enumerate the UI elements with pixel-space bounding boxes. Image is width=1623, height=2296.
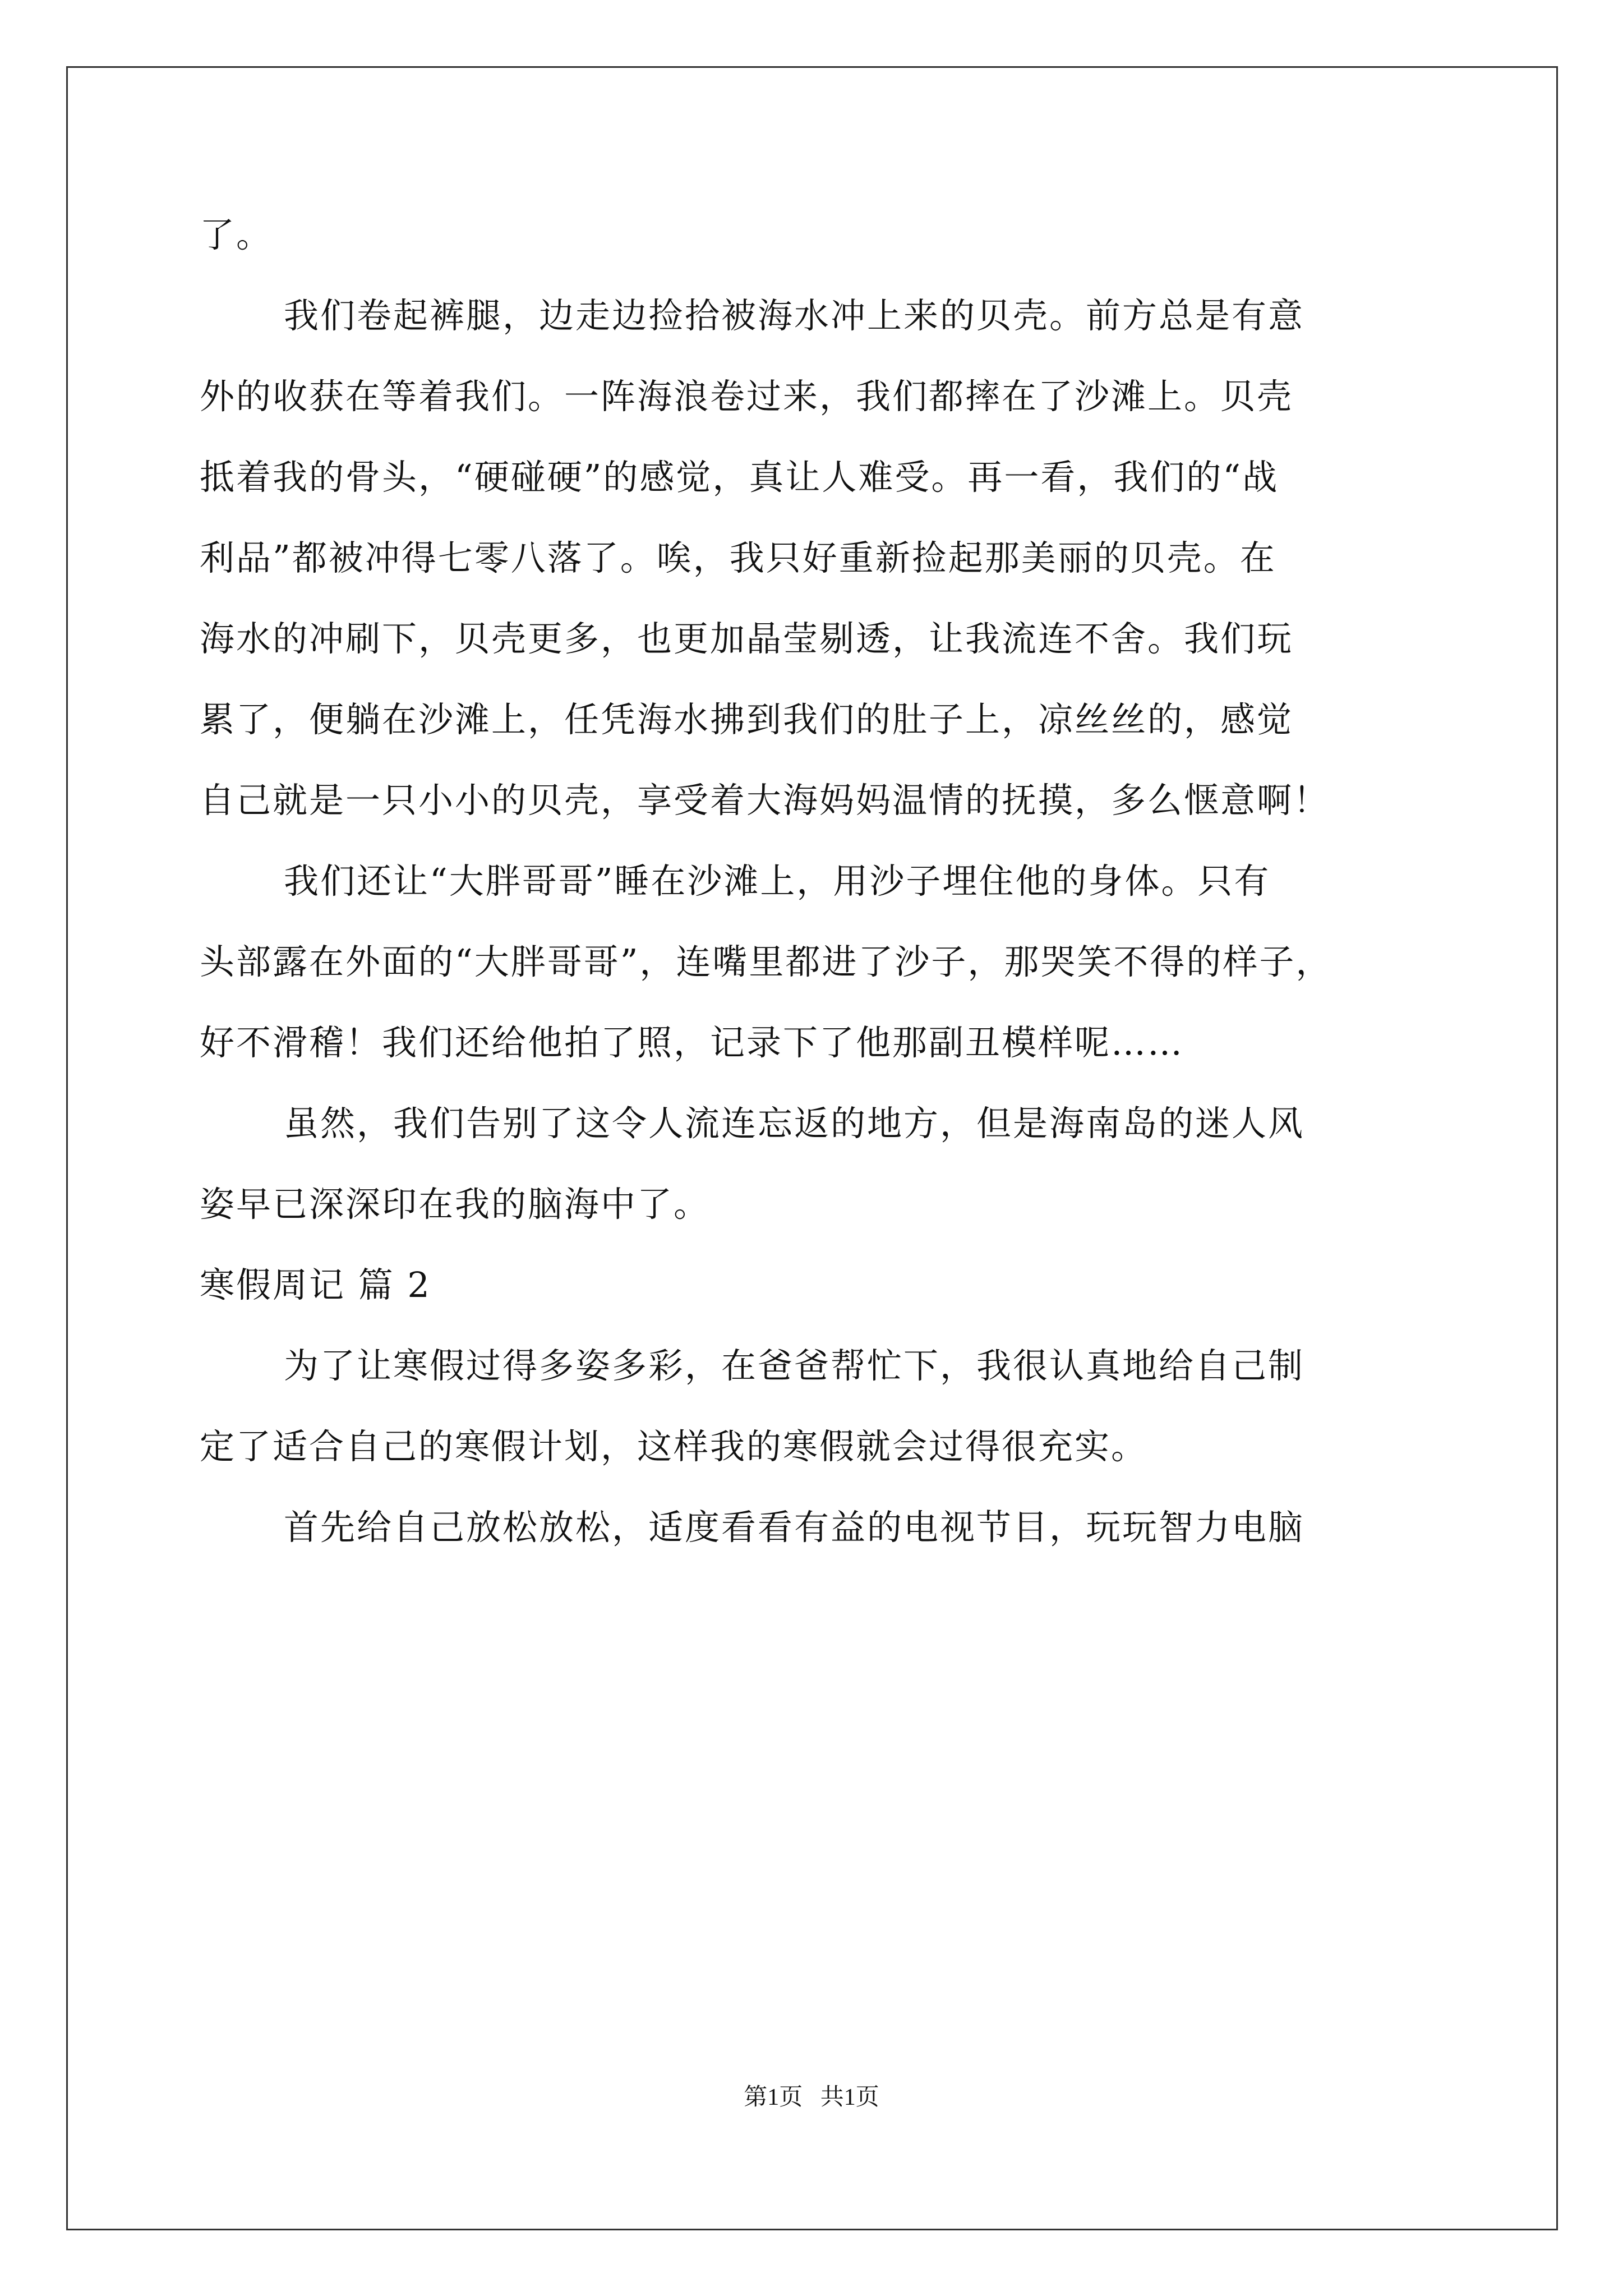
section-heading: 寒假周记 篇 2: [200, 1264, 431, 1305]
paragraph-line: 抵着我的骨头，“硬碰硬”的感觉，真让人难受。再一看，我们的“战: [200, 457, 1279, 498]
paragraph-line: 虽然，我们告别了这令人流连忘返的地方，但是海南岛的迷人风: [284, 1103, 1305, 1144]
paragraph-line: 海水的冲刷下，贝壳更多，也更加晶莹剔透，让我流连不舍。我们玩: [200, 618, 1294, 659]
paragraph-line: 自己就是一只小小的贝壳，享受着大海妈妈温情的抚摸，多么惬意啊！: [200, 780, 1330, 821]
paragraph-line: 定了适合自己的寒假计划，这样我的寒假就会过得很充实。: [200, 1426, 1148, 1467]
paragraph-line: 我们还让“大胖哥哥”睡在沙滩上，用沙子埋住他的身体。只有: [284, 861, 1271, 901]
paragraph-line: 我们卷起裤腿，边走边捡拾被海水冲上来的贝壳。前方总是有意: [284, 295, 1305, 336]
paragraph-line: 好不滑稽！我们还给他拍了照，记录下了他那副丑模样呢……: [200, 1022, 1184, 1063]
paragraph-line: 姿早已深深印在我的脑海中了。: [200, 1184, 711, 1225]
page-number-footer: 第1页 共1页: [744, 2085, 879, 2110]
paragraph-line: 头部露在外面的“大胖哥哥”，连嘴里都进了沙子，那哭笑不得的样子，: [200, 941, 1332, 982]
paragraph-line: 了。: [200, 214, 273, 255]
paragraph-line: 为了让寒假过得多姿多彩，在爸爸帮忙下，我很认真地给自己制: [284, 1345, 1305, 1386]
paragraph-line: 首先给自己放松放松，适度看看有益的电视节目，玩玩智力电脑: [284, 1507, 1305, 1548]
paragraph-line: 外的收获在等着我们。一阵海浪卷过来，我们都摔在了沙滩上。贝壳: [200, 376, 1294, 417]
paragraph-line: 累了，便躺在沙滩上，任凭海水拂到我们的肚子上，凉丝丝的，感觉: [200, 699, 1294, 740]
paragraph-line: 利品”都被冲得七零八落了。唉，我只好重新捡起那美丽的贝壳。在: [200, 537, 1276, 578]
